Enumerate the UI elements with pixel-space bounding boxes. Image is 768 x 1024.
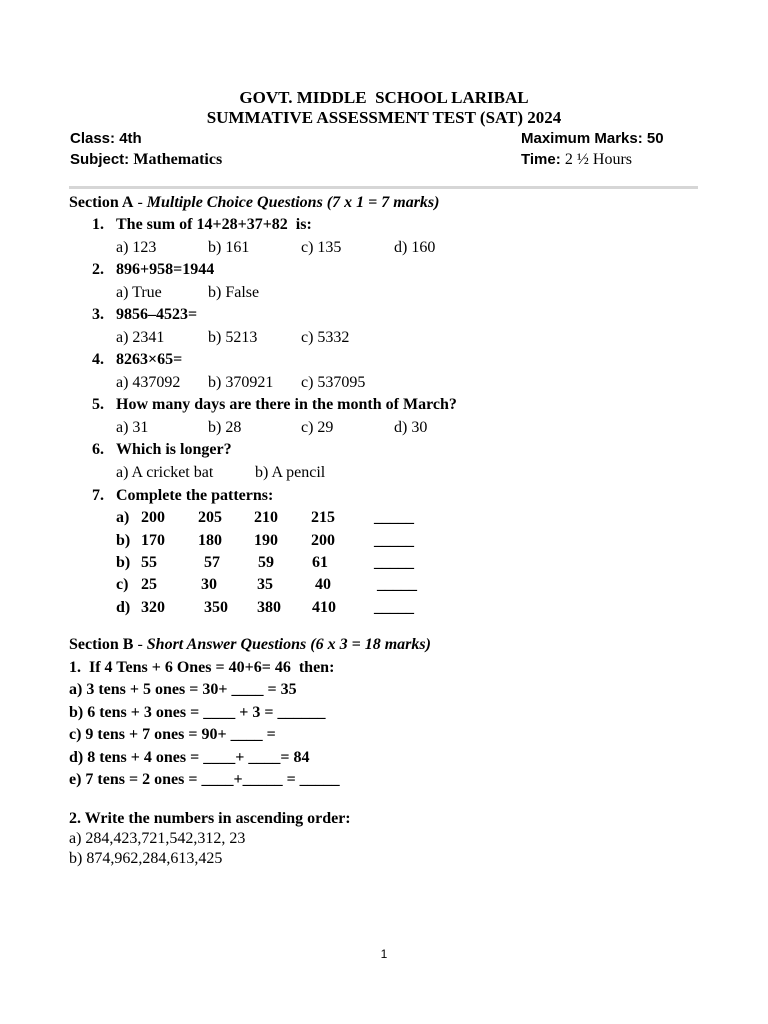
question-text: 2. Write the numbers in ascending order:	[69, 810, 351, 827]
option: b) A pencil	[255, 464, 326, 481]
pattern-value: 25	[141, 576, 157, 593]
subject-label: Subject:	[70, 151, 134, 168]
sub-question: b) 6 tens + 3 ones = ____ + 3 = ______	[69, 704, 326, 721]
sub-question: b) 874,962,284,613,425	[69, 850, 223, 867]
sub-question: a) 284,423,721,542,312, 23	[69, 830, 246, 847]
question-text: 1. If 4 Tens + 6 Ones = 40+6= 46 then:	[69, 659, 335, 676]
question-number: 1.	[92, 216, 104, 233]
pattern-value: 55	[141, 554, 157, 571]
pattern-blank: _____	[374, 599, 414, 616]
pattern-value: 215	[311, 509, 335, 526]
option: c) 5332	[301, 329, 350, 346]
page-number: 1	[380, 947, 388, 961]
section-a-heading	[69, 194, 439, 212]
header-divider	[69, 186, 698, 189]
pattern-blank: _____	[374, 509, 414, 526]
class-info	[70, 130, 142, 148]
question-number: 7.	[92, 487, 104, 504]
option: b) 161	[208, 239, 250, 256]
pattern-value: 200	[311, 532, 335, 549]
option: a) 123	[116, 239, 157, 256]
question-text: 9856–4523=	[116, 306, 198, 323]
section-a-sep: -	[133, 194, 147, 211]
question-text: How many days are there in the month of March?	[116, 396, 457, 413]
section-a-label: Section A	[69, 194, 134, 211]
option: d) 30	[394, 419, 428, 436]
class-label: Class:	[70, 130, 120, 147]
option: b) False	[208, 284, 260, 301]
pattern-value: 30	[201, 576, 217, 593]
option: c) 29	[301, 419, 334, 436]
pattern-value: 170	[141, 532, 165, 549]
subject-value: Mathematics	[133, 151, 223, 168]
section-b-desc: Short Answer Questions (6 x 3 = 18 marks)	[146, 636, 431, 653]
sub-question: a) 3 tens + 5 ones = 30+ ____ = 35	[69, 681, 297, 698]
question-number: 5.	[92, 396, 104, 413]
pattern-value: 205	[198, 509, 222, 526]
pattern-value: 61	[312, 554, 328, 571]
option: b) 5213	[208, 329, 258, 346]
pattern-value: 57	[204, 554, 220, 571]
question-text: 896+958=1944	[116, 261, 215, 278]
question-number: 3.	[92, 306, 104, 323]
pattern-value: 190	[254, 532, 278, 549]
test-title: SUMMATIVE ASSESSMENT TEST (SAT) 2024	[206, 108, 562, 127]
pattern-blank: _____	[374, 532, 414, 549]
option: a) A cricket bat	[116, 464, 214, 481]
sub-question: c) 9 tens + 7 ones = 90+ ____ =	[69, 726, 276, 743]
pattern-value: 200	[141, 509, 165, 526]
pattern-label: b)	[116, 532, 131, 549]
question-text: 8263×65=	[116, 351, 183, 368]
pattern-value: 180	[198, 532, 222, 549]
question-text: Complete the patterns:	[116, 487, 274, 504]
sub-question: e) 7 tens = 2 ones = ____+_____ = _____	[69, 771, 340, 788]
subject-info	[70, 151, 222, 169]
section-b-label: Section B	[69, 636, 134, 653]
option: a) 2341	[116, 329, 165, 346]
marks-value: 50	[646, 130, 664, 147]
pattern-value: 59	[258, 554, 274, 571]
school-name: GOVT. MIDDLE SCHOOL LARIBAL	[239, 88, 529, 107]
pattern-label: b)	[116, 554, 131, 571]
pattern-blank: _____	[374, 554, 414, 571]
pattern-value: 35	[257, 576, 273, 593]
pattern-value: 380	[257, 599, 281, 616]
option: c) 135	[301, 239, 342, 256]
sub-question: d) 8 tens + 4 ones = ____+ ____= 84	[69, 749, 310, 766]
question-number: 2.	[92, 261, 104, 278]
question-number: 6.	[92, 441, 104, 458]
option: d) 160	[394, 239, 436, 256]
section-b-heading	[69, 636, 431, 654]
question-text: The sum of 14+28+37+82 is:	[116, 216, 312, 233]
option: a) 31	[116, 419, 149, 436]
option: c) 537095	[301, 374, 366, 391]
pattern-label: d)	[116, 599, 131, 616]
marks-info	[521, 130, 664, 148]
pattern-value: 40	[315, 576, 331, 593]
pattern-value: 410	[312, 599, 336, 616]
pattern-label: a)	[116, 509, 130, 526]
pattern-label: c)	[116, 576, 129, 593]
section-a-desc: Multiple Choice Questions (7 x 1 = 7 marks)	[146, 194, 440, 211]
question-number: 4.	[92, 351, 104, 368]
section-b-sep: -	[133, 636, 147, 653]
time-value: 2 ½ Hours	[564, 151, 633, 168]
option: a) True	[116, 284, 162, 301]
pattern-value: 320	[141, 599, 165, 616]
marks-label: Maximum Marks:	[521, 130, 647, 147]
option: a) 437092	[116, 374, 181, 391]
time-label: Time:	[521, 151, 565, 168]
option: b) 370921	[208, 374, 274, 391]
pattern-value: 350	[204, 599, 228, 616]
class-value: 4th	[119, 130, 142, 147]
option: b) 28	[208, 419, 242, 436]
time-info	[521, 151, 632, 169]
pattern-blank: _____	[377, 576, 417, 593]
question-text: Which is longer?	[116, 441, 232, 458]
pattern-value: 210	[254, 509, 278, 526]
